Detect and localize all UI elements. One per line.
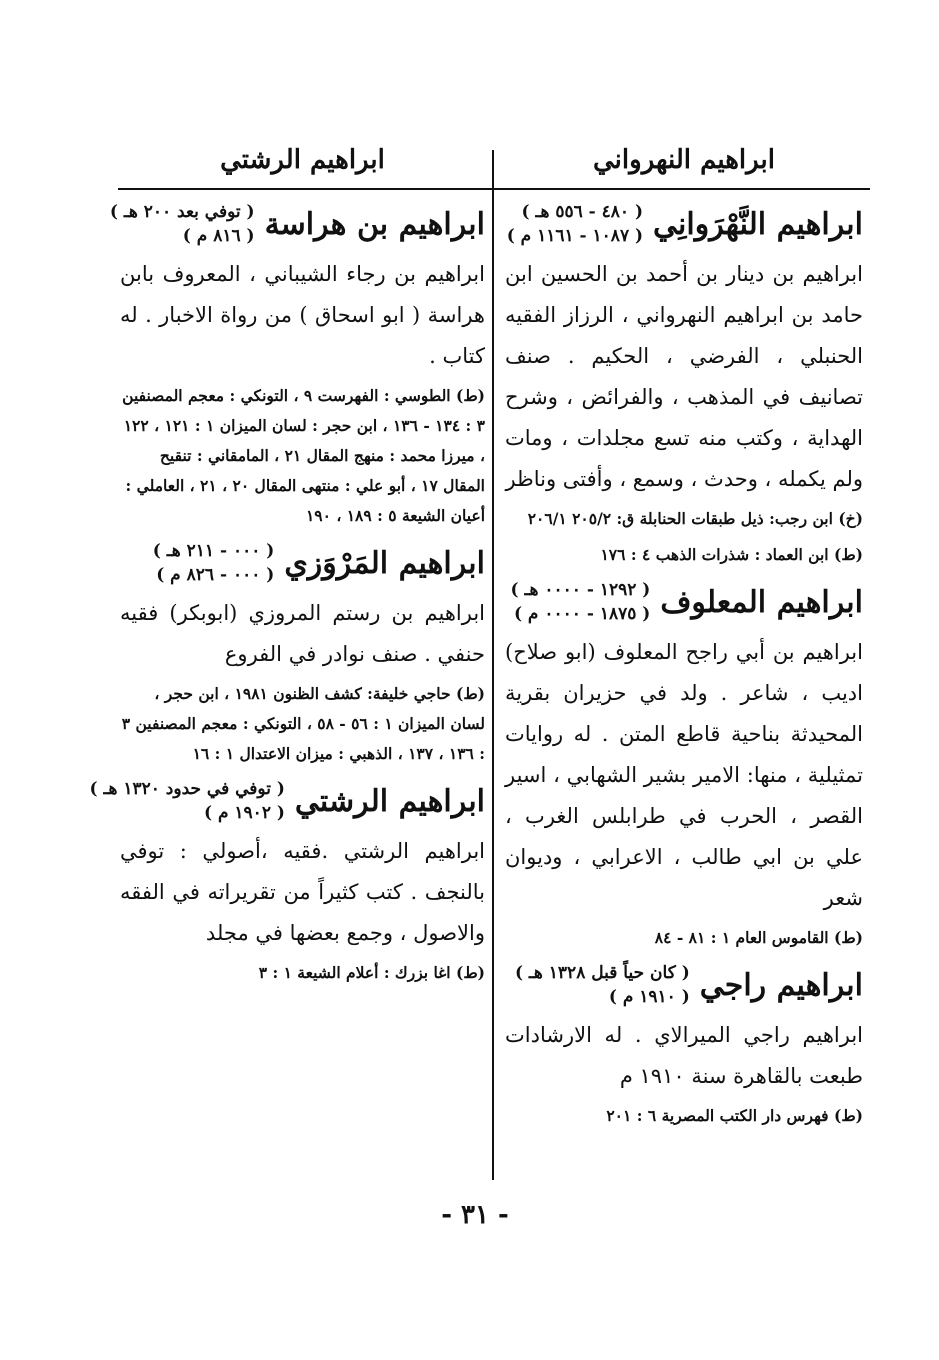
entry-name: ابراهيم المَرْوَزي (284, 545, 485, 581)
hijri-date: ( توفي بعد ٢٠٠ هـ ) (109, 202, 255, 222)
entry-body: ابراهيم بن دينار بن أحمد بن الحسين ابن حامد بن ابراهيم النهرواني ، الرزاز الفقيه الحنبلي ، الفرضي ، الحكيم . صنف تصانيف في المذهب ، والفرائض ، وشرح الهداية ، وكتب منه تسع مجلدات ، ومات ولم يكمله ، وحدث ، وسمع ، وأفتى وناظر (505, 262, 863, 491)
hijri-date: ( توفي في حدود ١٣٢٠ هـ ) (89, 779, 285, 799)
left-column (89, 140, 485, 994)
entry-reference: (ط) اغا بزرك : أعلام الشيعة ١ : ٣ (258, 963, 485, 982)
entry-heading (505, 200, 863, 248)
entry-reference: (ط) ابن العماد : شذرات الذهب ٤ : ١٧٦ (600, 545, 863, 564)
entry (505, 961, 863, 1131)
entry-name: ابراهيم راجي (699, 967, 863, 1003)
entry-body: ابراهيم بن أبي راجح المعلوف (ابو صلاح) اديب ، شاعر . ولد في حزيران بقرية المحيدثة بناحية قاطع المتن . له روايات تمثيلية ، منها: الامير بشير الشهابي ، اسير القصر ، الحرب في طرابلس الغرب ، علي بن ابي طالب ، الاعرابي ، وديوان شعر (505, 640, 863, 910)
column-divider (492, 150, 494, 1180)
entry (109, 200, 485, 531)
entry-reference: (ط) فهرس دار الكتب المصرية ٦ : ٢٠١ (606, 1106, 863, 1125)
entry-heading (109, 200, 485, 248)
gregorian-date: ( ١٩١٠ م ) (608, 987, 690, 1007)
entry-dates (153, 539, 275, 587)
entry-dates (90, 777, 285, 825)
gregorian-date: ( ١٨٧٥ - ٠٠٠٠ م ) (513, 604, 651, 624)
right-column (505, 140, 863, 1137)
entry-dates (511, 578, 651, 626)
entry (505, 578, 863, 953)
entry-heading (505, 961, 863, 1009)
entry-reference: (ط) الطوسي : الفهرست ٩ ، التونكي : معجم المصنفين ٣ : ١٣٤ - ١٣٦ ، ابن حجر : لسان الميزان ١ : ١٢١ ، ١٢٢ ، ميرزا محمد : منهج المقال ٢١ ، المامقاني : تنقيح المقال ١٧ ، أبو علي : منتهى المقال ٢٠ ، ٢١ ، العاملي : أعيان الشيعة ٥ : ١٨٩ ، ١٩٠ (122, 386, 485, 525)
entry-reference: (خ) ابن رجب: ذيل طبقات الحنابلة ق: ٢٠٥/٢ ٢٠٦/١ (527, 509, 863, 528)
entry-name: ابراهيم المعلوف (660, 584, 863, 620)
page-number: - ٣١ - (441, 1200, 509, 1230)
entry-heading (505, 578, 863, 626)
entry-body: ابراهيم بن رجاء الشيباني ، المعروف بابن هراسة ( ابو اسحاق ) من رواة الاخبار . له كتاب . (120, 262, 485, 368)
entry-dates (515, 961, 690, 1009)
hijri-date: ( كان حياً قبل ١٣٢٨ هـ ) (514, 963, 690, 983)
gregorian-date: ( ١٠٨٧ - ١١٦١ م ) (506, 226, 644, 246)
entry-name: ابراهيم بن هراسة (264, 206, 485, 242)
entry-name: ابراهيم الرشتي (294, 783, 485, 819)
entry-body: ابراهيم الرشتي .فقيه ،أصولي : توفي بالنجف . كتب كثيراً من تقريراته في الفقه والاصول ، وجمع بعضها في مجلد (120, 839, 485, 945)
entry-heading (89, 777, 485, 825)
gregorian-date: ( ١٩٠٢ م ) (204, 803, 285, 823)
entry (89, 777, 485, 988)
entry (505, 200, 863, 570)
entry-reference: (ط) القاموس العام ١ : ٨١ - ٨٤ (654, 928, 863, 947)
running-head-right: ابراهيم النهرواني (593, 145, 775, 175)
running-head-left: ابراهيم الرشتي (220, 145, 385, 175)
hijri-date: ( ٠٠٠ - ٢١١ هـ ) (152, 541, 275, 561)
entry (120, 539, 485, 769)
entry-body: ابراهيم راجي الميرالاي . له الارشادات طبعت بالقاهرة سنة ١٩١٠ م (505, 1023, 863, 1088)
entry-name: ابراهيم النَّهْرَوانِي (653, 206, 863, 242)
entry-dates (110, 200, 255, 248)
entry-heading (120, 539, 485, 587)
gregorian-date: ( ٠٠٠ - ٨٢٦ م ) (156, 565, 275, 585)
entry-reference: (ط) حاجي خليفة: كشف الظنون ١٩٨١ ، ابن حجر ، لسان الميزان ١ : ٥٦ - ٥٨ ، التونكي : معجم المصنفين ٣ : ١٣٦ ، ١٣٧ ، الذهبي : ميزان الاعتدال ١ : ١٦ (121, 684, 485, 763)
hijri-date: ( ١٢٩٢ - ٠٠٠٠ هـ ) (510, 580, 651, 600)
entry-dates (507, 200, 643, 248)
entry-body: ابراهيم بن رستم المروزي (ابوبكر) فقيه حنفي . صنف نوادر في الفروع (120, 601, 485, 666)
gregorian-date: ( ٨١٦ م ) (182, 226, 255, 246)
hijri-date: ( ٤٨٠ - ٥٥٦ هـ ) (521, 202, 644, 222)
